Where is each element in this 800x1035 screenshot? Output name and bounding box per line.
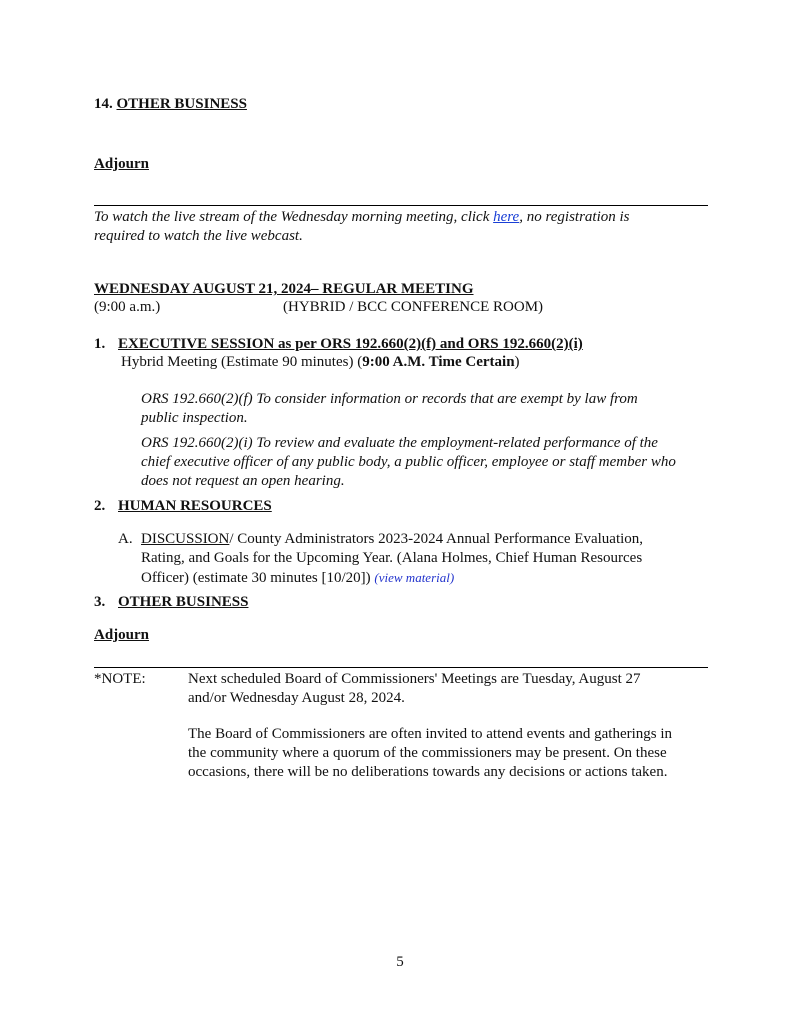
note-body <box>188 670 713 782</box>
adjourn: Adjourn <box>94 627 150 643</box>
livestream-link[interactable]: here <box>493 209 520 225</box>
page-number: 5 <box>396 954 404 970</box>
item-14-number: 14. <box>94 96 113 112</box>
item-2a-line-3 <box>141 568 711 588</box>
meeting-time: (9:00 a.m.) <box>94 299 161 315</box>
note-line-1: Next scheduled Board of Commissioners' Meetings are Tuesday, August 27 <box>188 671 641 687</box>
note-spacer <box>188 708 713 725</box>
ors-i-line-3: does not request an open hearing. <box>141 473 345 489</box>
meeting-heading: WEDNESDAY AUGUST 21, 2024– REGULAR MEETING <box>94 281 474 297</box>
item-1-time-certain: 9:00 A.M. Time Certain <box>362 354 515 370</box>
item-1-title: EXECUTIVE SESSION as per ORS 192.660(2)(f) and ORS 192.660(2)(i) <box>118 336 583 352</box>
divider-bottom <box>94 667 708 668</box>
item-2a-keyword: DISCUSSION <box>141 531 230 547</box>
item-1-number: 1. <box>94 336 106 352</box>
note-label: *NOTE: <box>94 671 146 687</box>
ors-f-line-2: public inspection. <box>141 410 248 426</box>
ors-i-line-1: ORS 192.660(2)(i) To review and evaluate the employment-related performance of the <box>141 435 658 451</box>
livestream-line-1 <box>94 208 714 227</box>
livestream-line-2: required to watch the live webcast. <box>94 228 303 244</box>
item-1-subtitle <box>121 353 520 372</box>
ors-f-line-1: ORS 192.660(2)(f) To consider information or records that are exempt by law from <box>141 391 638 407</box>
item-2a-line-3-text: Officer) (estimate 30 minutes [10/20]) <box>141 570 375 586</box>
item-14-title: OTHER BUSINESS <box>116 96 247 112</box>
item-2a-line-1 <box>141 530 711 549</box>
ors-i-paragraph <box>141 434 721 491</box>
item-2a-line-1-rest: / County Administrators 2023-2024 Annual Performance Evaluation, <box>229 531 644 547</box>
livestream-note <box>94 208 714 246</box>
ors-i-line-2: chief executive officer of any public body, a public officer, employee or staff member who <box>141 454 676 470</box>
meeting-location: (HYBRID / BCC CONFERENCE ROOM) <box>283 299 544 315</box>
view-material-link[interactable]: (view material) <box>374 570 455 585</box>
item-3-number: 3. <box>94 594 106 610</box>
item-2a-letter: A. <box>118 531 133 547</box>
item-2-title: HUMAN RESOURCES <box>118 498 272 514</box>
adjourn-prior: Adjourn <box>94 156 150 172</box>
note-para2-line-1: The Board of Commissioners are often invited to attend events and gatherings in <box>188 726 673 742</box>
ors-f-paragraph <box>141 390 711 428</box>
item-14-heading <box>94 95 247 114</box>
divider-top <box>94 205 708 206</box>
item-1-subtitle-post: ) <box>514 354 520 370</box>
item-1-subtitle-pre: Hybrid Meeting (Estimate 90 minutes) ( <box>121 354 363 370</box>
item-3-title: OTHER BUSINESS <box>118 594 249 610</box>
livestream-text-after: , no registration is <box>519 209 630 225</box>
item-2-number: 2. <box>94 498 106 514</box>
item-2a-line-2: Rating, and Goals for the Upcoming Year. (Alana Holmes, Chief Human Resources <box>141 550 643 566</box>
item-2a-body <box>141 530 711 588</box>
note-para2-line-2: the community where a quorum of the commissioners may be present. On these <box>188 745 667 761</box>
livestream-text-before: To watch the live stream of the Wednesday morning meeting, click <box>94 209 494 225</box>
note-line-2: and/or Wednesday August 28, 2024. <box>188 690 405 706</box>
note-para2-line-3: occasions, there will be no deliberations towards any decisions or actions taken. <box>188 764 668 780</box>
